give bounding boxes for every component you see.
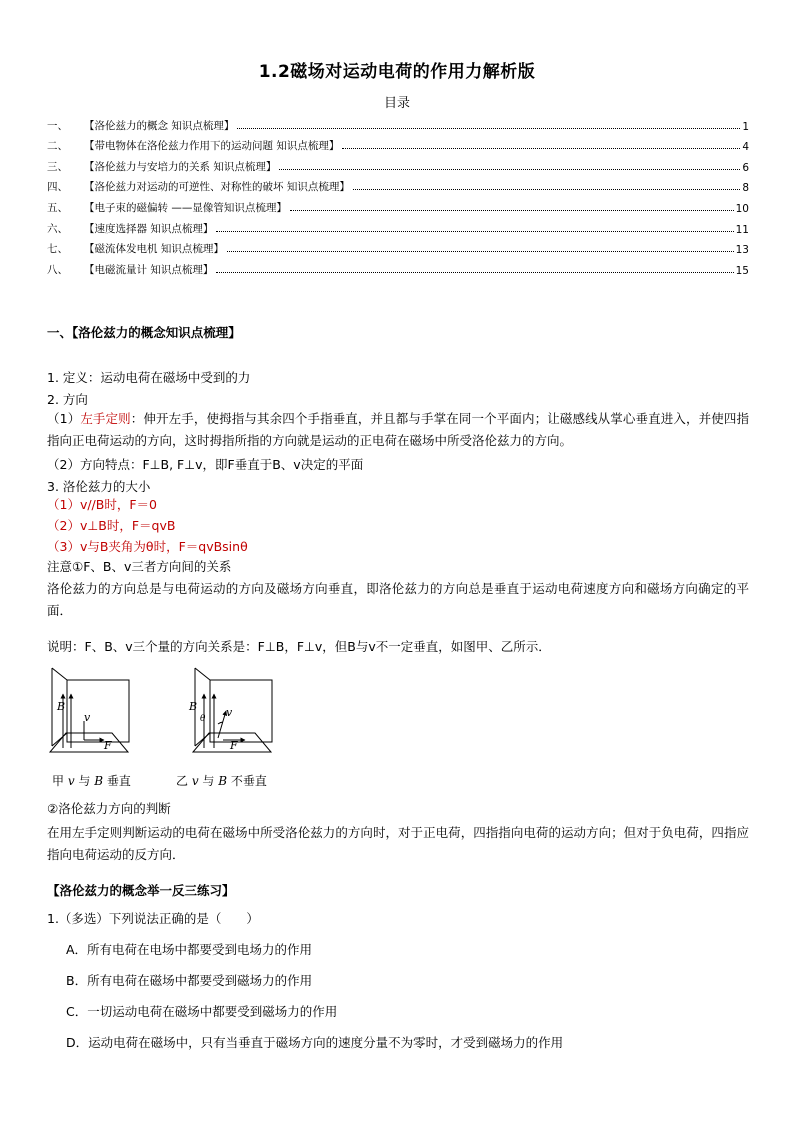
toc-entry-number: 四、: [47, 181, 68, 194]
caption-symbol: v: [67, 774, 75, 788]
figure-a-edge: [52, 733, 67, 746]
toc-entry-number: 一、: [47, 119, 68, 132]
caption-text: 与: [198, 774, 219, 788]
toc-entry-page: 11: [735, 223, 749, 236]
question-1: 1.（多选）下列说法正确的是（ ）: [47, 911, 259, 926]
toc-entry-text: 【电磁流量计 知识点梳理】: [84, 263, 214, 276]
caption-text: 不垂直: [227, 774, 267, 788]
figure-b-edge: [195, 668, 210, 680]
toc-entry-page: 10: [735, 202, 749, 215]
document-title: 1.2磁场对运动电荷的作用力解析版: [258, 62, 536, 82]
explanation-line: 说明：F、B、v三个量的方向关系是：F⊥B，F⊥v，但B与v不一定垂直，如图甲、乙所示．: [47, 639, 551, 654]
caption-text: 垂直: [103, 774, 131, 788]
option-c[interactable]: C．一切运动电荷在磁场中都要受到磁场力的作用: [66, 1004, 338, 1019]
magnitude-case-parallel: （1）v//B时，F＝0: [47, 497, 157, 512]
figure-b-caption: [176, 772, 267, 789]
toc-entry-text: 【速度选择器 知识点梳理】: [84, 222, 214, 235]
figure-b-label-B: B: [189, 700, 198, 713]
toc-entry-number: 七、: [47, 243, 68, 256]
caption-symbol: B: [94, 774, 104, 788]
magnitude-case-angle: （3）v与B夹角为θ时，F＝qvBsinθ: [47, 539, 248, 554]
practice-heading: 【洛伦兹力的概念举一反三练习】: [47, 883, 235, 898]
figure-b-edge: [195, 733, 210, 746]
caption-text: 乙: [176, 774, 192, 788]
toc-entry-page: 13: [735, 244, 749, 257]
toc-entry-page: 6: [742, 161, 749, 174]
caption-symbol: B: [218, 774, 228, 788]
toc-entry-text: 【磁流体发电机 知识点梳理】: [84, 243, 224, 256]
item-prefix: （1）: [47, 411, 81, 426]
figure-a-caption: [52, 772, 131, 789]
toc-entry[interactable]: [47, 153, 749, 174]
figure-a-label-v: v: [84, 711, 91, 724]
toc-leader: [227, 251, 734, 252]
left-hand-rule-paragraph: [47, 408, 749, 452]
direction-heading: 2. 方向: [47, 392, 88, 407]
option-b[interactable]: B．所有电荷在磁场中都要受到磁场力的作用: [66, 973, 313, 988]
toc-leader: [237, 128, 740, 129]
caption-symbol: v: [191, 774, 199, 788]
toc-entry-text: 【洛伦兹力对运动的可逆性、对称性的破坏 知识点梳理】: [84, 181, 350, 194]
toc-leader: [216, 231, 733, 232]
toc-entry-text: 【电子束的磁偏转 ——显像管知识点梳理】: [84, 201, 287, 214]
toc-entry-page: 1: [742, 120, 749, 133]
toc-entry[interactable]: [47, 174, 749, 195]
toc-entry[interactable]: [47, 236, 749, 257]
toc-entry[interactable]: [47, 112, 749, 133]
figure-a-label-B: B: [57, 700, 66, 713]
table-of-contents: [47, 112, 749, 277]
toc-leader: [290, 210, 734, 211]
left-hand-rule-term: 左手定则: [80, 411, 131, 426]
magnitude-case-perpendicular: （2）v⊥B时，F＝qvB: [47, 518, 176, 533]
toc-entry-page: 4: [742, 141, 749, 154]
figure-b-label-v: v: [226, 706, 233, 719]
caption-text: 甲: [52, 774, 68, 788]
toc-leader: [216, 272, 733, 273]
figure-b-arrow-v: [218, 711, 226, 738]
toc-entry-number: 二、: [47, 140, 68, 153]
figure-b-label-F: F: [230, 739, 238, 752]
toc-leader: [353, 189, 740, 190]
magnitude-heading: 3. 洛伦兹力的大小: [47, 479, 151, 494]
toc-leader: [342, 148, 740, 149]
toc-entry-number: 五、: [47, 201, 68, 214]
toc-entry-number: 六、: [47, 222, 68, 235]
toc-entry-text: 【带电物体在洛伦兹力作用下的运动问题 知识点梳理】: [84, 140, 340, 153]
judgement-paragraph: 在用左手定则判断运动的电荷在磁场中所受洛伦兹力的方向时，对于正电荷，四指指向电荷的运动方向；但对于负电荷，四指应指向电荷运动的反方向．: [47, 825, 749, 862]
toc-entry[interactable]: [47, 194, 749, 215]
direction-explanation-paragraph: 洛伦兹力的方向总是与电荷运动的方向及磁场方向垂直，即洛伦兹力的方向总是垂直于运动电荷速度方向和磁场方向确定的平面．: [47, 581, 749, 618]
toc-entry-page: 8: [742, 182, 749, 195]
option-d[interactable]: D．运动电荷在磁场中，只有当垂直于磁场方向的速度分量不为零时，才受到磁场力的作用: [66, 1035, 564, 1050]
toc-entry[interactable]: [47, 133, 749, 154]
caption-text: 与: [74, 774, 95, 788]
figure-a-label-F: F: [104, 739, 112, 752]
toc-entry-number: 八、: [47, 263, 68, 276]
option-a[interactable]: A．所有电荷在电场中都要受到电场力的作用: [66, 942, 313, 957]
toc-entry-text: 【洛伦兹力的概念 知识点梳理】: [84, 119, 235, 132]
toc-entry[interactable]: [47, 256, 749, 277]
judgement-heading: ②洛伦兹力方向的判断: [47, 801, 171, 816]
figure-b-label-theta: θ: [200, 714, 206, 724]
toc-title: 目录: [383, 96, 410, 111]
section-heading: 一、【洛伦兹力的概念知识点梳理】: [47, 325, 241, 340]
toc-entry-text: 【洛伦兹力与安培力的关系 知识点梳理】: [84, 160, 277, 173]
force-direction-figure: [40, 666, 300, 796]
note-heading: 注意①F、B、v三者方向间的关系: [47, 559, 232, 574]
definition-line: 1. 定义：运动电荷在磁场中受到的力: [47, 370, 251, 385]
figure-a-edge: [52, 668, 67, 680]
toc-entry[interactable]: [47, 215, 749, 236]
toc-entry-number: 三、: [47, 160, 68, 173]
toc-entry-page: 15: [735, 264, 749, 277]
direction-feature-line: （2）方向特点：F⊥B, F⊥v，即F垂直于B、v决定的平面: [47, 457, 364, 472]
left-hand-rule-text: ：伸开左手，使拇指与其余四个手指垂直，并且都与手掌在同一个平面内；让磁感线从掌心垂直进入，并使四指指向正电荷运动的方向，这时拇指所指的方向就是运动的正电荷在磁场中所受洛伦兹力的方向。: [47, 411, 749, 448]
toc-leader: [279, 169, 740, 170]
